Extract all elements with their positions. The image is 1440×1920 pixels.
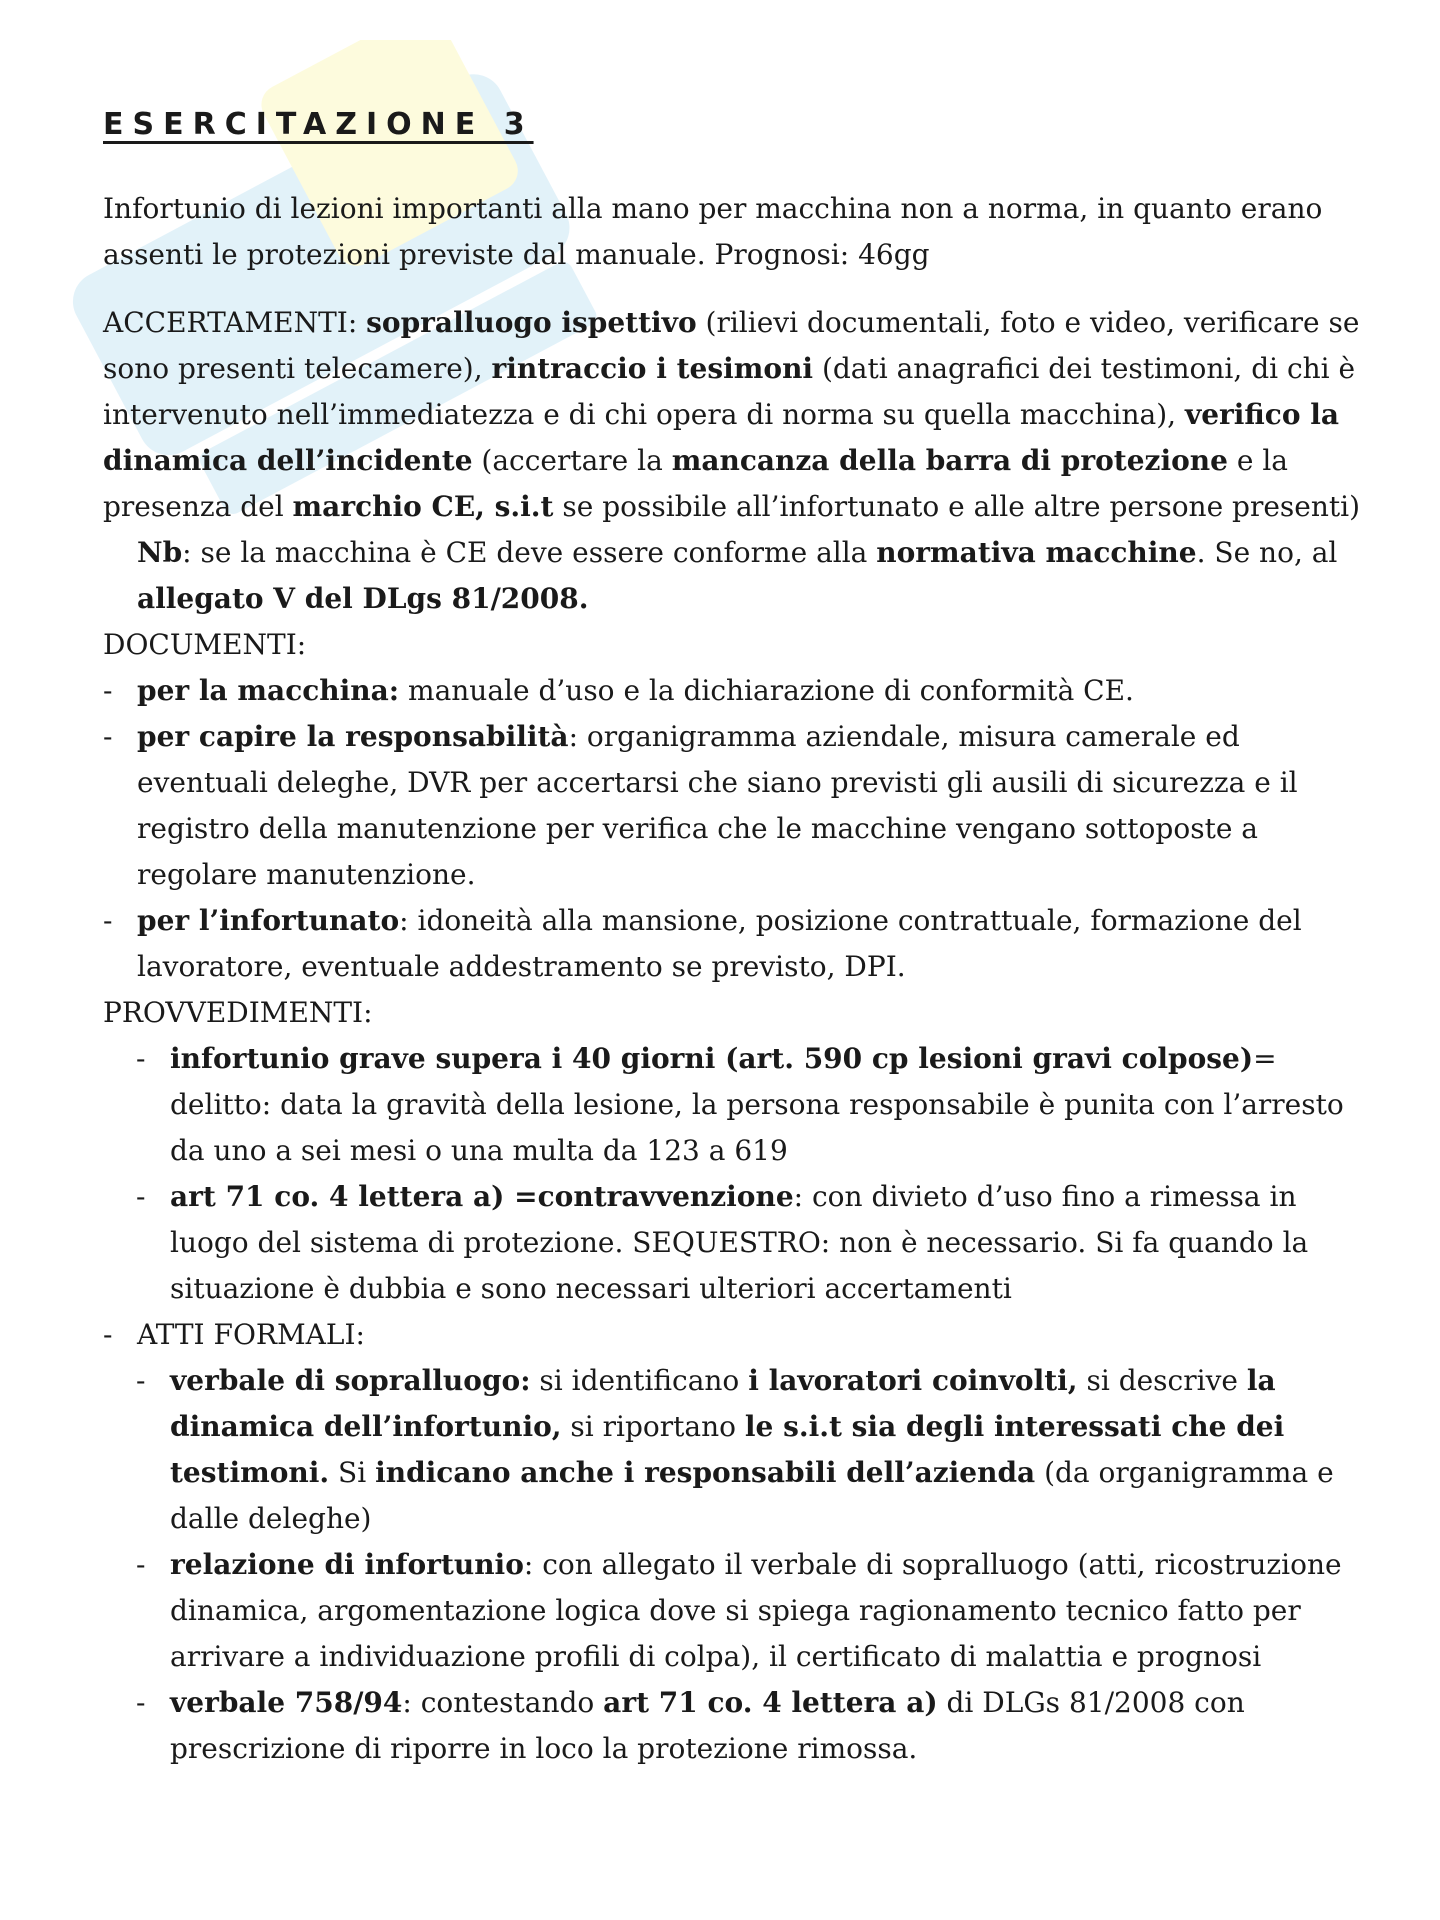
list-item: - verbale 758/94: contestando art 71 co. 4 lettera a) di DLGs 81/2008 con prescrizione di riporre in loco la protezione rimossa.	[136, 1686, 1245, 1765]
list-item: - infortunio grave supera i 40 giorni (art. 590 cp lesioni gravi colpose)= delitto: data la gravità della lesione, la persona responsabile è punita con l’arresto da uno a sei mesi o una multa da 123 a 619	[136, 1042, 1344, 1167]
list-item: - per la macchina: manuale d’uso e la dichiarazione di conformità CE.	[103, 674, 1134, 707]
list-item: - art 71 co. 4 lettera a) =contravvenzione: con divieto d’uso fino a rimessa in luogo del sistema di protezione. SEQUESTRO: non è necessario. Si fa quando la situazione è dubbia e sono necessari ulteriori accertamenti	[136, 1180, 1309, 1305]
nb-paragraph: Nb: se la macchina è CE deve essere conforme alla normativa macchine. Se no, al allegato V del DLgs 81/2008.	[137, 536, 1338, 615]
provvedimenti-heading: PROVVEDIMENTI:	[103, 996, 373, 1029]
accertamenti-paragraph: ACCERTAMENTI: sopralluogo ispettivo (rilievi documentali, foto e video, verificare se sono presenti telecamere), rintraccio i tesimoni (dati anagrafici dei testimoni, di chi è intervenuto nell’immediatezza e di chi opera di norma su quella macchina), verifico la dinamica dell’incidente (accertare la mancanza della barra di protezione e la presenza del marchio CE, s.i.t se possibile all’infortunato e alle altre persone presenti)	[103, 306, 1361, 523]
accertamenti-label: ACCERTAMENTI	[103, 306, 348, 339]
documenti-heading: DOCUMENTI:	[103, 628, 307, 661]
document-page	[103, 102, 1378, 1772]
atti-heading: - ATTI FORMALI:	[103, 1318, 365, 1351]
list-item: - per l’infortunato: idoneità alla mansione, posizione contrattuale, formazione del lavoratore, eventuale addestramento se previsto, DPI.	[103, 904, 1302, 983]
provvedimenti-list	[103, 1036, 1378, 1312]
list-item: - relazione di infortunio: con allegato il verbale di sopralluogo (atti, ricostruzione dinamica, argomentazione logica dove si spiega ragionamento tecnico fatto per arrivare a individuazione profili di colpa), il certificato di malattia e prognosi	[136, 1548, 1342, 1673]
list-item: - per capire la responsabilità: organigramma aziendale, misura camerale ed eventuali deleghe, DVR per accertarsi che siano previsti gli ausili di sicurezza e il registro della manutenzione per verifica che le macchine vengano sottoposte a regolare manutenzione.	[103, 720, 1298, 891]
documenti-list	[103, 668, 1378, 990]
list-item: - verbale di sopralluogo: si identificano i lavoratori coinvolti, si descrive la dinamica dell’infortunio, si riportano le s.i.t sia degli interessati che dei testimoni. Si indicano anche i responsabili dell’azienda (da organigramma e dalle deleghe)	[136, 1364, 1334, 1535]
page-title: ESERCITAZIONE 3	[103, 107, 534, 142]
atti-list	[103, 1312, 1378, 1358]
intro-paragraph: Infortunio di lezioni importanti alla mano per macchina non a norma, in quanto erano assenti le protezioni previste dal manuale. Prognosi: 46gg	[103, 192, 1323, 271]
atti-sublist	[103, 1358, 1378, 1772]
